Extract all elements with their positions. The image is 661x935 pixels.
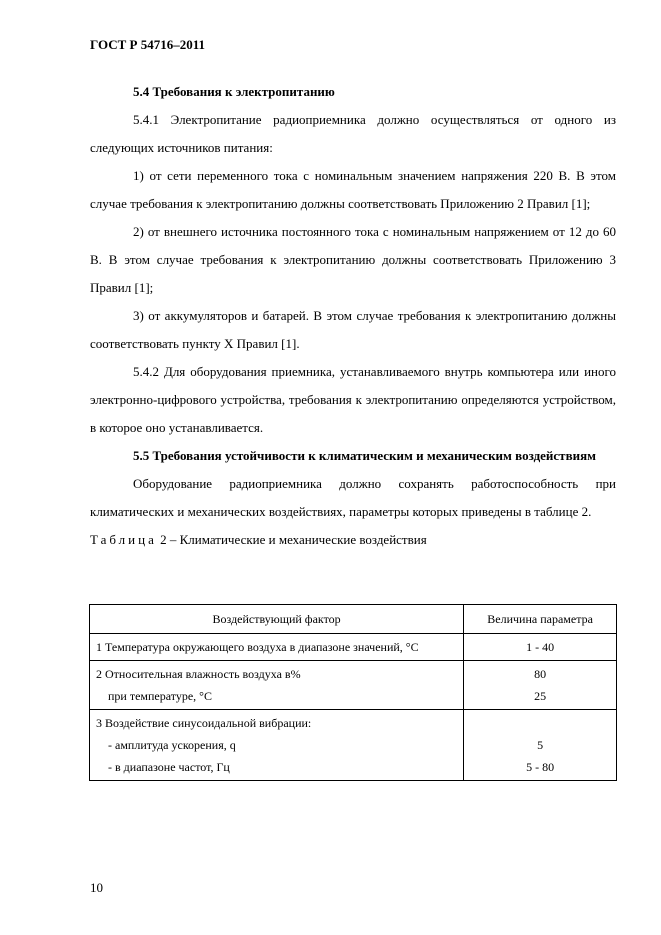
row-3-value-spacer: [470, 712, 610, 734]
page-number: 10: [90, 880, 103, 895]
table-header-row: [90, 605, 617, 634]
row-3-value-1: 5: [537, 738, 544, 752]
table-caption: [90, 526, 616, 554]
row-2-factor: 2 Относительная влажность воздуха в%: [96, 667, 301, 681]
table-row: [90, 634, 617, 661]
document-code: ГОСТ Р 54716–2011: [90, 37, 206, 52]
paragraph-5-4-2: 5.4.2 Для оборудования приемника, устанавливаемого внутрь компьютера или иного электронно-цифрового устройства, требования к электропитанию определяются устройством, в которое оно устанавливается.: [90, 364, 616, 435]
row-2-subfactor: при температуре, °С: [108, 689, 212, 703]
row-2-value-1: 80: [534, 667, 547, 681]
table-row: [90, 710, 617, 781]
table-caption-prefix: Таблица: [90, 532, 157, 547]
column-header-value: Величина параметра: [464, 605, 617, 634]
list-item-1: 1) от сети переменного тока с номинальным значением напряжения 220 В. В этом случае требования к электропитанию должны соответствовать Приложению 2 Правил [1];: [90, 168, 616, 211]
row-2-value-cell: [464, 661, 617, 710]
row-3-subfactor-2: - в диапазоне частот, Гц: [108, 760, 230, 774]
section-5-5-title: 5.5 Требования устойчивости к климатическим и механическим воздействиям: [133, 448, 596, 463]
row-3-value-2: 5 - 80: [526, 760, 555, 774]
list-item-3: 3) от аккумуляторов и батарей. В этом случае требования к электропитанию должны соответствовать пункту Х Правил [1].: [90, 308, 616, 351]
column-header-factor: Воздействующий фактор: [90, 605, 464, 634]
list-item-2: 2) от внешнего источника постоянного тока с номинальным напряжением от 12 до 60 В. В этом случае требования к электропитанию должны соответствовать Приложению 3 Правил [1];: [90, 224, 616, 295]
row-2-value-2: 25: [534, 689, 547, 703]
row-3-factor: 3 Воздействие синусоидальной вибрации:: [96, 716, 312, 730]
row-2-factor-cell: [90, 661, 464, 710]
table-caption-text: 2 – Климатические и механические воздействия: [156, 532, 427, 547]
body-text: [90, 78, 616, 554]
row-1-value: 1 - 40: [464, 634, 617, 661]
row-3-value-cell: [464, 710, 617, 781]
table-row: [90, 661, 617, 710]
row-1-factor: 1 Температура окружающего воздуха в диапазоне значений, °С: [90, 634, 464, 661]
section-5-4-title: 5.4 Требования к электропитанию: [133, 84, 335, 99]
row-3-subfactor-1: - амплитуда ускорения, q: [108, 738, 236, 752]
parameters-table: [89, 604, 617, 781]
paragraph-5-4-1: 5.4.1 Электропитание радиоприемника должно осуществляться от одного из следующих источников питания:: [90, 112, 616, 155]
row-3-factor-cell: [90, 710, 464, 781]
paragraph-5-5: Оборудование радиоприемника должно сохранять работоспособность при климатических и механических воздействиях, параметры которых приведены в таблице 2.: [90, 476, 616, 519]
